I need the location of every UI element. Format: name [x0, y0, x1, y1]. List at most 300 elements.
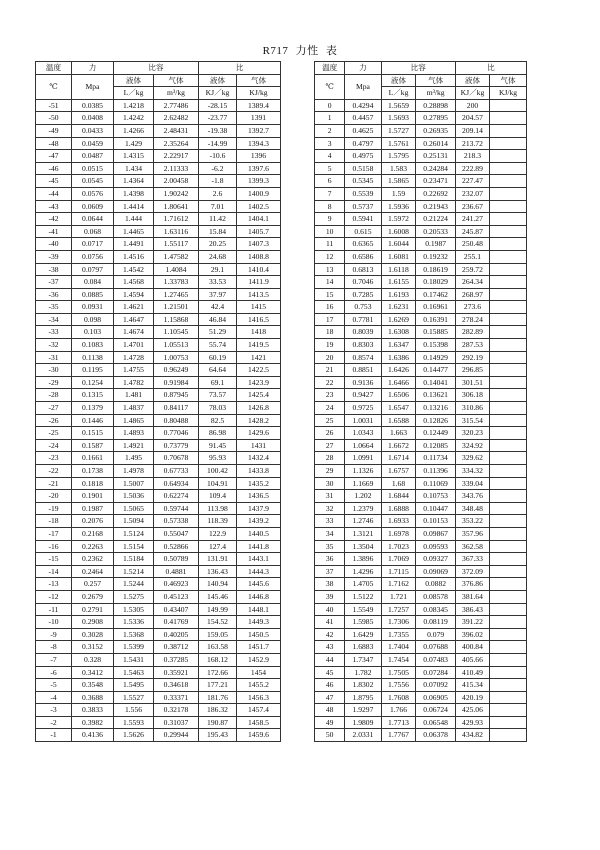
table-row	[36, 150, 281, 163]
table-cell: 1.47582	[154, 250, 199, 263]
table-cell: -32	[36, 339, 72, 352]
table-cell: -1.8	[199, 175, 237, 188]
table-cell: 381.64	[455, 590, 489, 603]
table-cell: 0.77046	[154, 427, 199, 440]
table-cell: 0.257	[72, 578, 114, 591]
table-row	[36, 590, 281, 603]
property-table-left	[35, 61, 281, 742]
table-cell	[490, 263, 527, 276]
table-cell: -19.38	[199, 124, 237, 137]
table-cell: 1449.3	[237, 616, 281, 629]
table-cell: 386.43	[455, 603, 489, 616]
table-cell: 0.4797	[345, 137, 381, 150]
table-cell: 26	[315, 427, 345, 440]
table-row	[315, 465, 527, 478]
table-cell	[490, 162, 527, 175]
table-cell: -27	[36, 402, 72, 415]
table-cell: 21	[315, 364, 345, 377]
table-row	[315, 112, 527, 125]
table-cell: -28	[36, 389, 72, 402]
table-cell: 0.0609	[72, 200, 114, 213]
table-cell: 0.0545	[72, 175, 114, 188]
table-cell: 1.766	[381, 704, 416, 717]
table-row	[315, 628, 527, 641]
table-cell: 1410.4	[237, 263, 281, 276]
table-cell	[490, 187, 527, 200]
table-cell: 0.11396	[416, 465, 455, 478]
table-cell: 0.9427	[345, 389, 381, 402]
table-cell: 122.9	[199, 527, 237, 540]
table-cell: -22	[36, 465, 72, 478]
table-cell: -6.2	[199, 162, 237, 175]
table-cell: 1.5399	[114, 641, 154, 654]
table-cell: 1.2379	[345, 502, 381, 515]
table-cell: 1.00753	[154, 351, 199, 364]
header-enthalpy: 比	[455, 62, 526, 75]
table-row	[315, 565, 527, 578]
table-cell	[490, 477, 527, 490]
table-cell: 1.5626	[114, 729, 154, 742]
table-cell: 0.87945	[154, 389, 199, 402]
table-cell: 0.40205	[154, 628, 199, 641]
table-cell	[490, 527, 527, 540]
table-cell: 0.4136	[72, 729, 114, 742]
table-cell: 0.753	[345, 301, 381, 314]
table-cell: 1.3504	[345, 540, 381, 553]
table-row	[36, 603, 281, 616]
table-cell: 0.22692	[416, 187, 455, 200]
table-cell: -29	[36, 376, 72, 389]
header-liquid: 液体	[381, 74, 416, 87]
table-cell: 1.4296	[345, 565, 381, 578]
table-cell: 250.48	[455, 238, 489, 251]
table-row	[36, 263, 281, 276]
table-cell: 131.91	[199, 553, 237, 566]
table-cell: 44	[315, 653, 345, 666]
table-cell: 0.1987	[416, 238, 455, 251]
table-row	[315, 301, 527, 314]
table-cell: 410.49	[455, 666, 489, 679]
table-cell: 1.68	[381, 477, 416, 490]
table-cell: 1.6155	[381, 276, 416, 289]
table-cell: 1405.7	[237, 225, 281, 238]
table-cell: 0.34618	[154, 679, 199, 692]
table-row	[36, 250, 281, 263]
header-gas-unit: m³/kg	[416, 87, 455, 100]
table-cell: 159.05	[199, 628, 237, 641]
table-cell	[490, 439, 527, 452]
table-cell: 41	[315, 616, 345, 629]
table-cell: 1.6714	[381, 452, 416, 465]
table-cell: -42	[36, 213, 72, 226]
table-cell: 1.7355	[381, 628, 416, 641]
table-cell	[490, 313, 527, 326]
header-enth-liquid-unit: KJ／kg	[199, 87, 237, 100]
table-cell: 1.5727	[381, 124, 416, 137]
table-cell: 0.37285	[154, 653, 199, 666]
table-cell: -44	[36, 187, 72, 200]
header-liquid: 液体	[114, 74, 154, 87]
table-cell: 0.1083	[72, 339, 114, 352]
table-cell: 0.07284	[416, 666, 455, 679]
table-cell: 1.4398	[114, 187, 154, 200]
table-row	[36, 313, 281, 326]
table-cell: 1396	[237, 150, 281, 163]
table-cell: 353.22	[455, 515, 489, 528]
table-cell: 0.0385	[72, 99, 114, 112]
table-cell: 1.5527	[114, 691, 154, 704]
table-cell: 0.1587	[72, 439, 114, 452]
table-cell: 1456.3	[237, 691, 281, 704]
table-cell: -10	[36, 616, 72, 629]
table-cell: 1.7162	[381, 578, 416, 591]
table-cell: 0.5737	[345, 200, 381, 213]
table-row	[315, 716, 527, 729]
table-cell: 1.5761	[381, 137, 416, 150]
table-row	[315, 225, 527, 238]
table-row	[315, 729, 527, 742]
table-cell: 301.51	[455, 376, 489, 389]
property-table-right	[314, 61, 527, 742]
table-cell: 0.1738	[72, 465, 114, 478]
table-cell: 1426.8	[237, 402, 281, 415]
table-cell: 1.4782	[114, 376, 154, 389]
table-cell: -41	[36, 225, 72, 238]
table-cell: 0.12826	[416, 414, 455, 427]
table-row	[315, 553, 527, 566]
table-cell: 1.5936	[381, 200, 416, 213]
table-row	[36, 238, 281, 251]
table-cell: -34	[36, 313, 72, 326]
table-cell: 0.0717	[72, 238, 114, 251]
table-cell: 1.4414	[114, 200, 154, 213]
table-cell: 42.4	[199, 301, 237, 314]
table-row	[36, 578, 281, 591]
table-cell: 357.96	[455, 527, 489, 540]
table-cell: -47	[36, 150, 72, 163]
table-cell: 0.08345	[416, 603, 455, 616]
table-row	[315, 124, 527, 137]
table-cell: 400.84	[455, 641, 489, 654]
table-cell: 7.01	[199, 200, 237, 213]
table-cell: 1.5244	[114, 578, 154, 591]
table-cell: 1448.1	[237, 603, 281, 616]
table-cell: 1.4084	[154, 263, 199, 276]
table-row	[315, 452, 527, 465]
table-cell: 1418	[237, 326, 281, 339]
header-gas-unit: m³/kg	[154, 87, 199, 100]
table-cell: 168.12	[199, 653, 237, 666]
table-cell: 1.0031	[345, 414, 381, 427]
table-row	[315, 414, 527, 427]
table-cell: 1.4568	[114, 276, 154, 289]
table-cell: 0.0797	[72, 263, 114, 276]
header-enth-gas: 气体	[490, 74, 527, 87]
table-cell: 0.2791	[72, 603, 114, 616]
table-cell: 1.7505	[381, 666, 416, 679]
table-cell: 0.3412	[72, 666, 114, 679]
table-cell	[490, 402, 527, 415]
table-cell: 4	[315, 150, 345, 163]
table-cell: 0.26935	[416, 124, 455, 137]
table-cell: 1.5549	[345, 603, 381, 616]
table-cell: 1.6426	[381, 364, 416, 377]
table-cell: 1445.6	[237, 578, 281, 591]
table-cell: 1399.3	[237, 175, 281, 188]
table-cell: 0.15885	[416, 326, 455, 339]
table-cell: 0.7285	[345, 288, 381, 301]
table-row	[315, 527, 527, 540]
table-cell: 31	[315, 490, 345, 503]
table-cell: 1.6757	[381, 465, 416, 478]
table-cell: 50	[315, 729, 345, 742]
table-cell: 339.04	[455, 477, 489, 490]
table-cell: 1411.9	[237, 276, 281, 289]
title-part-2: 力性	[295, 45, 319, 57]
table-cell: 0.7046	[345, 276, 381, 289]
table-cell: 1.5065	[114, 502, 154, 515]
table-cell: 1.9297	[345, 704, 381, 717]
table-cell: 0.9136	[345, 376, 381, 389]
table-cell: 0.0644	[72, 213, 114, 226]
table-cell: 40	[315, 603, 345, 616]
table-cell: 1.4594	[114, 288, 154, 301]
table-cell: 1.4465	[114, 225, 154, 238]
table-cell: -1	[36, 729, 72, 742]
table-cell: 0.07092	[416, 679, 455, 692]
table-cell: 1458.5	[237, 716, 281, 729]
table-cell: 1.5214	[114, 565, 154, 578]
table-cell: 55.74	[199, 339, 237, 352]
table-row	[36, 729, 281, 742]
table-cell: 181.76	[199, 691, 237, 704]
table-cell: 0.21224	[416, 213, 455, 226]
table-cell: 1443.1	[237, 553, 281, 566]
table-cell: 1.7767	[381, 729, 416, 742]
table-cell: 0.103	[72, 326, 114, 339]
table-cell: 0.18619	[416, 263, 455, 276]
table-cell: 0.59744	[154, 502, 199, 515]
header-temp: 温度	[36, 62, 72, 75]
table-cell: 1.5431	[114, 653, 154, 666]
table-cell: 232.07	[455, 187, 489, 200]
table-row	[36, 402, 281, 415]
table-cell: 1.4978	[114, 465, 154, 478]
table-cell: 1.4705	[345, 578, 381, 591]
table-row	[36, 628, 281, 641]
table-cell: 1446.8	[237, 590, 281, 603]
table-cell	[490, 452, 527, 465]
table-cell: -39	[36, 250, 72, 263]
table-cell: 315.54	[455, 414, 489, 427]
table-row	[36, 389, 281, 402]
table-cell: 1450.5	[237, 628, 281, 641]
table-cell: 1.6466	[381, 376, 416, 389]
table-cell: 0.28898	[416, 99, 455, 112]
table-cell: 0.41769	[154, 616, 199, 629]
table-cell: 1.3121	[345, 527, 381, 540]
table-row	[36, 641, 281, 654]
header-pressure: 力	[345, 62, 381, 75]
table-cell: 296.85	[455, 364, 489, 377]
table-row	[36, 187, 281, 200]
table-cell: 1.481	[114, 389, 154, 402]
table-cell: 154.52	[199, 616, 237, 629]
table-cell: 18	[315, 326, 345, 339]
table-cell: 425.06	[455, 704, 489, 717]
table-cell: 16	[315, 301, 345, 314]
table-row	[36, 175, 281, 188]
table-cell: 19	[315, 339, 345, 352]
table-cell	[490, 376, 527, 389]
table-cell: 0.06548	[416, 716, 455, 729]
table-row	[36, 124, 281, 137]
table-cell: 0.328	[72, 653, 114, 666]
table-cell: 1451.7	[237, 641, 281, 654]
table-cell: 1408.8	[237, 250, 281, 263]
table-cell: 35	[315, 540, 345, 553]
table-cell: 1.5865	[381, 175, 416, 188]
table-cell: 127.4	[199, 540, 237, 553]
table-cell: 1.1669	[345, 477, 381, 490]
table-cell: 33	[315, 515, 345, 528]
table-cell: 1400.9	[237, 187, 281, 200]
table-cell: 1.5007	[114, 477, 154, 490]
table-cell: 0.50789	[154, 553, 199, 566]
table-cell: 25	[315, 414, 345, 427]
table-cell	[490, 490, 527, 503]
table-cell: 2.0331	[345, 729, 381, 742]
table-cell: 1444.3	[237, 565, 281, 578]
table-cell: 95.93	[199, 452, 237, 465]
table-cell	[490, 225, 527, 238]
table-cell: 227.47	[455, 175, 489, 188]
table-cell: 1.3896	[345, 553, 381, 566]
table-cell: 0.068	[72, 225, 114, 238]
table-row	[36, 540, 281, 553]
table-cell: -20	[36, 490, 72, 503]
table-cell: 1389.4	[237, 99, 281, 112]
table-cell: -45	[36, 175, 72, 188]
table-cell: -31	[36, 351, 72, 364]
table-cell: 1.6347	[381, 339, 416, 352]
table-cell: 0.615	[345, 225, 381, 238]
table-cell: 1.6308	[381, 326, 416, 339]
table-cell: 0.1901	[72, 490, 114, 503]
table-cell: 46.84	[199, 313, 237, 326]
table-row	[36, 691, 281, 704]
table-row	[36, 339, 281, 352]
table-cell: -28.15	[199, 99, 237, 112]
table-cell: 1.5659	[381, 99, 416, 112]
table-cell: 0.5941	[345, 213, 381, 226]
header-enthalpy: 比	[199, 62, 281, 75]
table-cell: 1.4893	[114, 427, 154, 440]
table-cell: 1.444	[114, 213, 154, 226]
table-cell: 0.079	[416, 628, 455, 641]
table-cell: 0.4294	[345, 99, 381, 112]
table-row	[36, 653, 281, 666]
table-cell: 1.5275	[114, 590, 154, 603]
table-row	[315, 666, 527, 679]
table-row	[36, 427, 281, 440]
table-cell: 0.1987	[72, 502, 114, 515]
table-cell: 1.4755	[114, 364, 154, 377]
table-cell: 0.0459	[72, 137, 114, 150]
table-cell: 1.6978	[381, 527, 416, 540]
table-row	[315, 515, 527, 528]
table-row	[315, 616, 527, 629]
table-cell: 0.4881	[154, 565, 199, 578]
table-cell: 0.29944	[154, 729, 199, 742]
table-cell: 5	[315, 162, 345, 175]
table-cell: 10	[315, 225, 345, 238]
table-cell: 1.782	[345, 666, 381, 679]
table-cell: 1.5094	[114, 515, 154, 528]
table-cell	[490, 213, 527, 226]
table-cell: 11.42	[199, 213, 237, 226]
table-cell: 2.22917	[154, 150, 199, 163]
table-cell: 0.46923	[154, 578, 199, 591]
table-cell: 405.66	[455, 653, 489, 666]
page-title	[0, 42, 600, 58]
table-cell: 0.24284	[416, 162, 455, 175]
header-enth-gas: 气体	[237, 74, 281, 87]
table-cell: -10.6	[199, 150, 237, 163]
table-cell: 186.32	[199, 704, 237, 717]
table-row	[36, 565, 281, 578]
table-cell: 209.14	[455, 124, 489, 137]
table-cell: 0.1138	[72, 351, 114, 364]
table-cell: 0.09069	[416, 565, 455, 578]
table-row	[315, 590, 527, 603]
table-cell: 46	[315, 679, 345, 692]
table-cell: 0.2362	[72, 553, 114, 566]
table-cell: 136.43	[199, 565, 237, 578]
table-cell: 1421	[237, 351, 281, 364]
table-cell: 1.4315	[114, 150, 154, 163]
table-cell: 0.06378	[416, 729, 455, 742]
table-cell: 1435.2	[237, 477, 281, 490]
table-cell: 259.72	[455, 263, 489, 276]
header-specific-volume: 比容	[114, 62, 199, 75]
table-row	[315, 200, 527, 213]
table-cell: 1.0343	[345, 427, 381, 440]
table-cell: 1.7454	[381, 653, 416, 666]
table-cell: 1394.3	[237, 137, 281, 150]
table-cell: 86.98	[199, 427, 237, 440]
table-cell: 0.21943	[416, 200, 455, 213]
table-cell: 0.35921	[154, 666, 199, 679]
table-cell: 8	[315, 200, 345, 213]
table-cell: 1.556	[114, 704, 154, 717]
table-cell: 0.15398	[416, 339, 455, 352]
table-cell: 0.2464	[72, 565, 114, 578]
table-cell: 1.6429	[345, 628, 381, 641]
table-cell: 2.77486	[154, 99, 199, 112]
table-cell: 1.5305	[114, 603, 154, 616]
table-cell: 12	[315, 250, 345, 263]
table-cell: 0.70678	[154, 452, 199, 465]
table-cell: 37	[315, 565, 345, 578]
table-cell: 1.5368	[114, 628, 154, 641]
table-cell: 163.58	[199, 641, 237, 654]
table-cell: 37.97	[199, 288, 237, 301]
table-cell: 241.27	[455, 213, 489, 226]
table-row	[315, 641, 527, 654]
table-cell: 0.26014	[416, 137, 455, 150]
table-cell: 1.05513	[154, 339, 199, 352]
